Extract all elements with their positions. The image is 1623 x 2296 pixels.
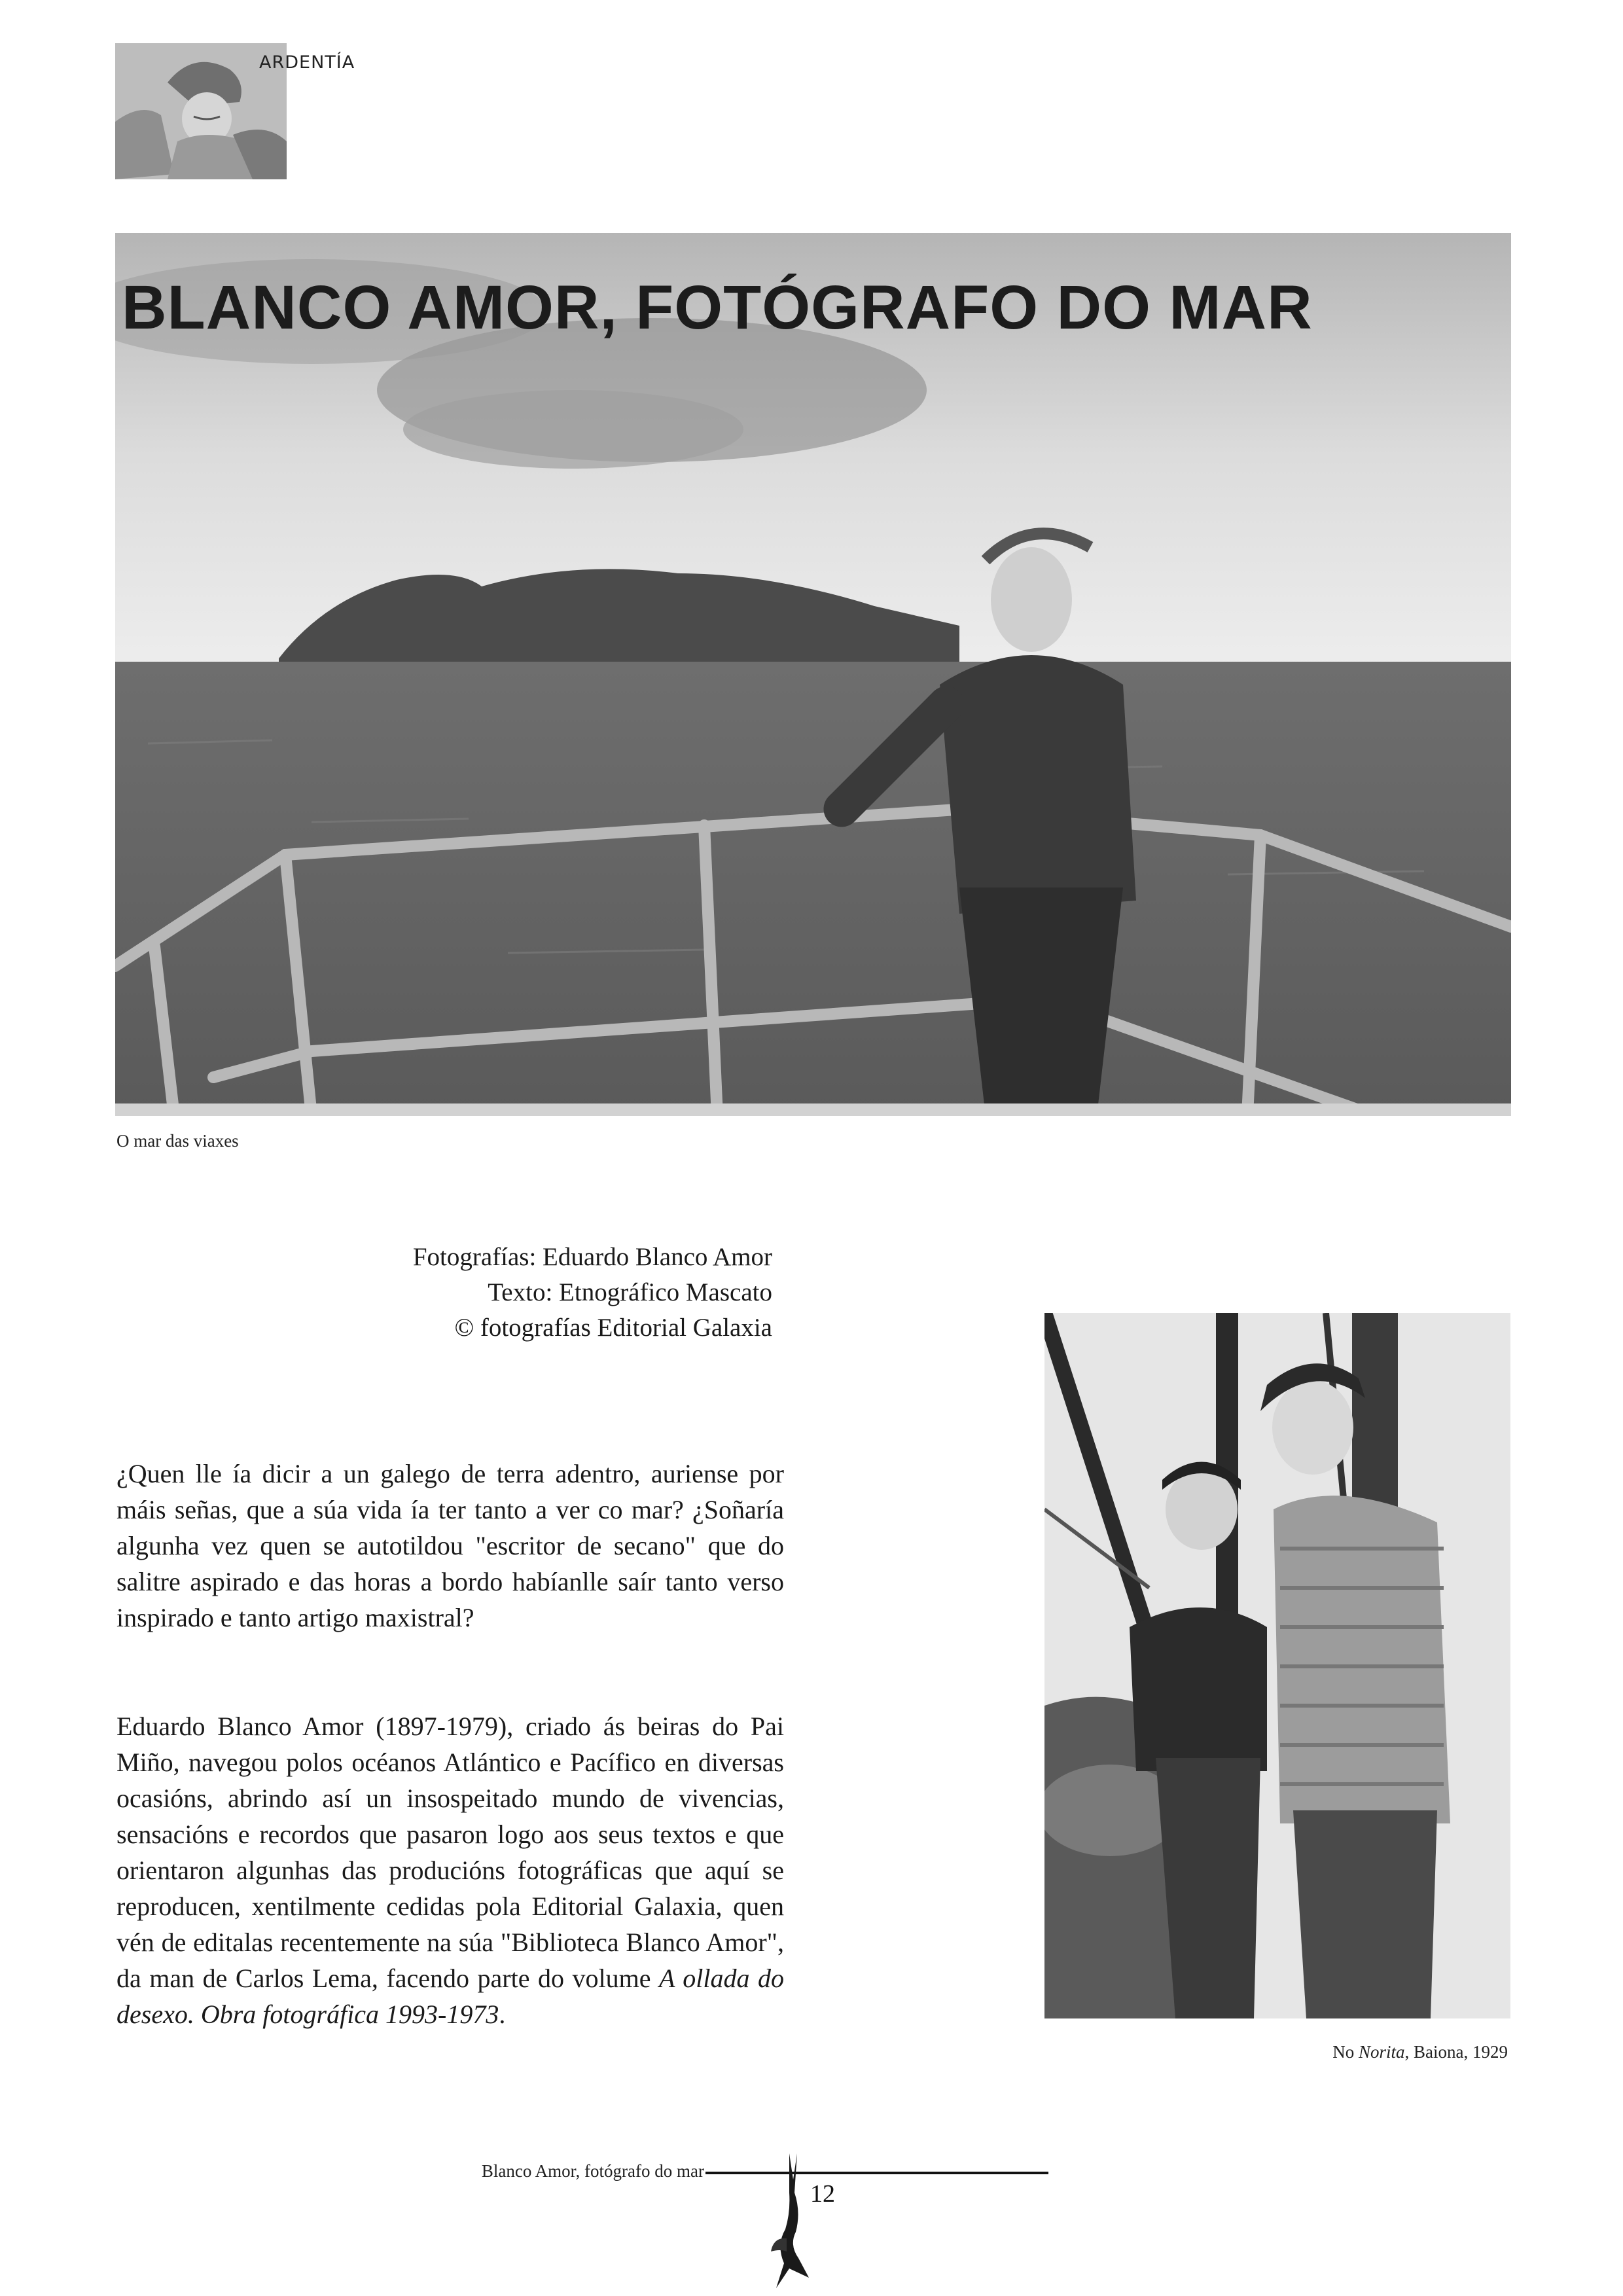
boat-name: Norita [1358,2042,1405,2062]
paragraph-biography-text: Eduardo Blanco Amor (1897-1979), criado ás beiras do Pai Miño, navegou polos océanos Atlántico e Pacífico en diversas ocasións, abrindo así un insospeitado mundo de vivencias, sensacións e recordos que pasaron logo aos seus textos e que orientaron algunhas das producións fotográficas que aquí se reproducen, xentilmente cedidas pola Editorial Galaxia, quen vén de editalas recentemente na súa "Biblioteca Blanco Amor", da man de Carlos Lema, facendo parte do volume [116,1712,784,1993]
hero-caption: O mar das viaxes [116,1131,239,1151]
page-number: 12 [810,2180,835,2208]
paragraph-biography [116,1708,784,2032]
footer-rule [705,2172,1048,2174]
paragraph-intro: ¿Quen lle ía dicir a un galego de terra adentro, auriense por máis señas, que a súa vida ía ter tanto a ver co mar? ¿Soñaría algunha vez quen se autotildou "escritor de secano" que do salitre aspirado e das horas a bordo habíanlle saír tanto verso inspirado e tanto artigo maxistral? [116,1459,784,1632]
page-title: BLANCO AMOR, FOTÓGRAFO DO MAR [122,273,1313,342]
credits [262,1240,772,1346]
boat-crew-photo [1044,1313,1510,2018]
credit-copyright: © fotografías Editorial Galaxia [454,1314,772,1342]
caption-suffix: , Baiona, 1929 [1404,2042,1508,2062]
book-title: A ollada do desexo. Obra fotográfica 1993-1973 [116,1964,785,2029]
credit-photos: Fotografías: Eduardo Blanco Amor [412,1243,772,1271]
paragraph-biography-end: . [499,2000,506,2029]
hero-photo [115,233,1511,1116]
boat-crew-caption [1073,2042,1508,2062]
caption-prefix: No [1332,2042,1359,2062]
credit-text: Texto: Etnográfico Mascato [488,1278,772,1306]
section-title: ARDENTÍA [259,52,355,73]
running-title: Blanco Amor, fotógrafo do mar [481,2161,704,2181]
fish-emblem-icon [770,2153,823,2288]
